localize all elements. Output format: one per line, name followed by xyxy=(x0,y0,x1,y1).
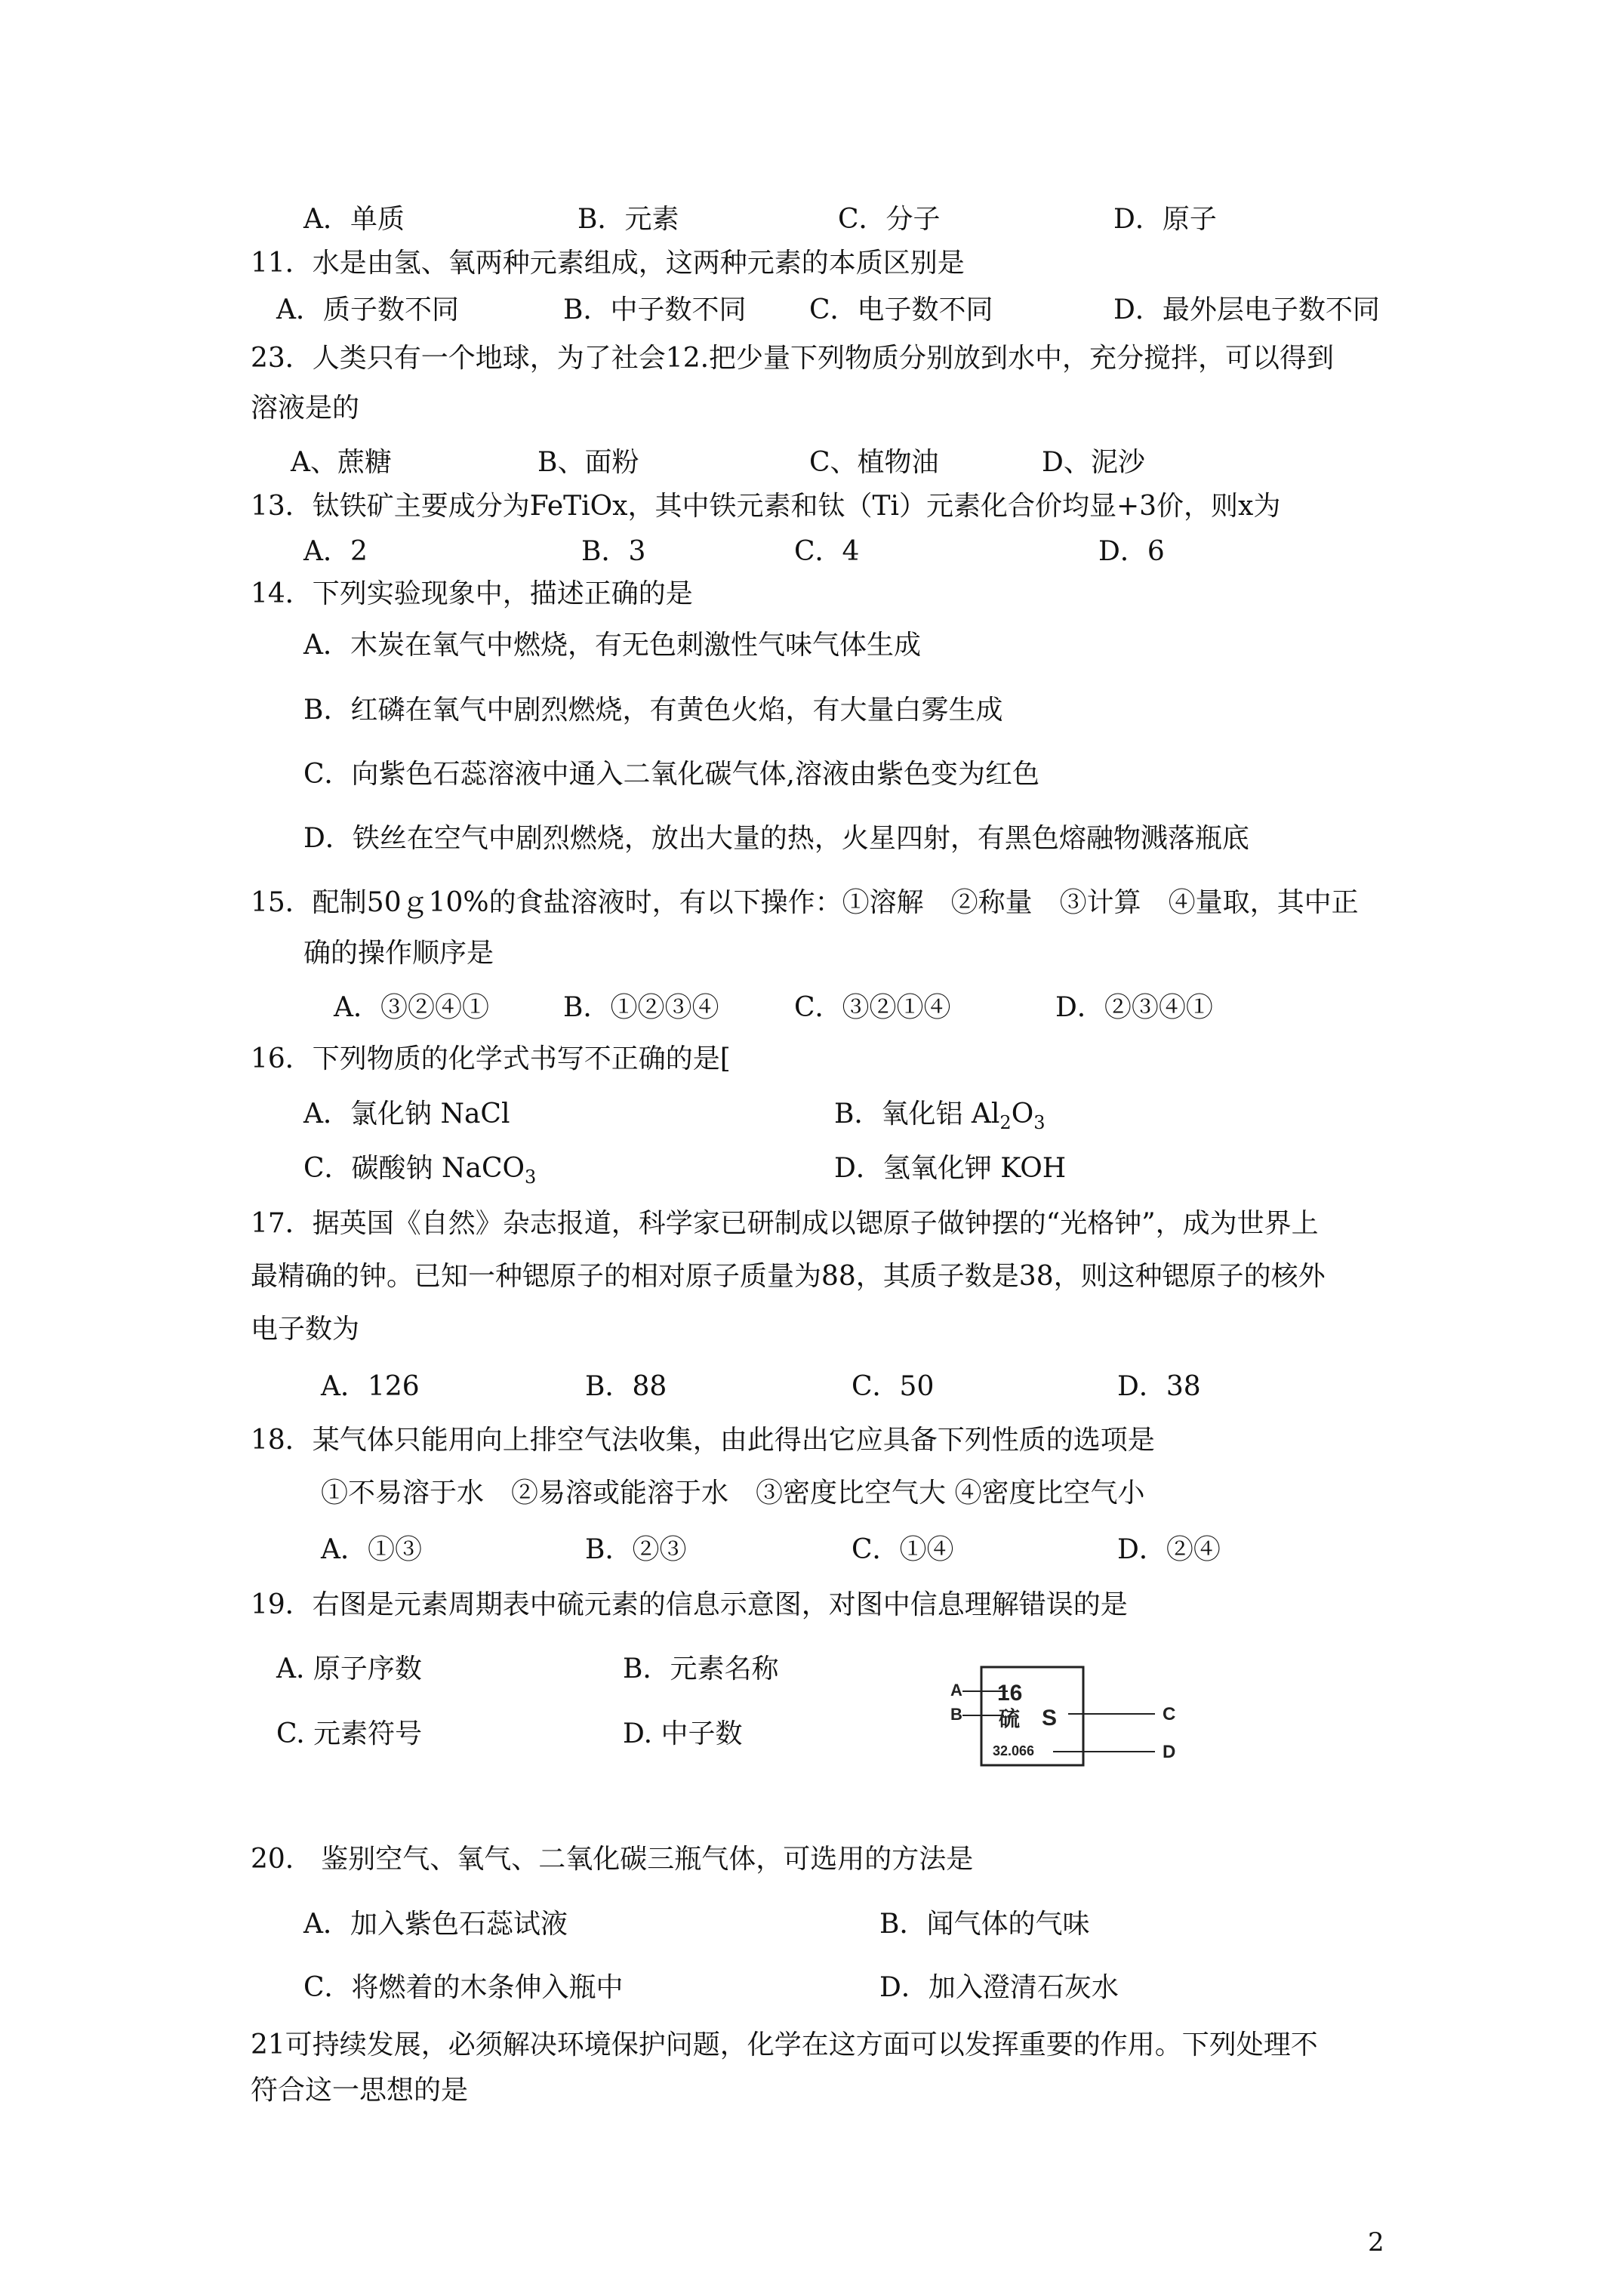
atomic-mass: 32.066 xyxy=(993,1743,1035,1758)
option-a: A．加入紫色石蕊试液 xyxy=(303,1909,568,1940)
question-stem-line-2: 确的操作顺序是 xyxy=(303,938,494,969)
option-b: B．红磷在氧气中剧烈燃烧，有黄色火焰，有大量白雾生成 xyxy=(303,695,1003,726)
question-stem-line-1: 17．据英国《自然》杂志报道，科学家已研制成以锶原子做钟摆的“光格钟”，成为世界上 xyxy=(251,1208,1319,1239)
option-d: D、泥沙 xyxy=(1042,447,1145,478)
option-d: D．最外层电子数不同 xyxy=(1113,294,1380,325)
option-d: D．加入澄清石灰水 xyxy=(879,1972,1119,2003)
option-c: C．③②①④ xyxy=(794,992,951,1023)
question-stem: 13．钛铁矿主要成分为FeTiOx，其中铁元素和钛（Ti）元素化合价均显+3价，则x为 xyxy=(251,491,1281,522)
question-stem-line-3: 电子数为 xyxy=(251,1314,360,1345)
option-b: B．元素名称 xyxy=(623,1653,779,1684)
option-d: D．铁丝在空气中剧烈燃烧，放出大量的热，火星四射，有黑色熔融物溅落瓶底 xyxy=(303,823,1249,854)
option-a: A. 原子序数 xyxy=(276,1653,422,1684)
element-name: 硫 xyxy=(999,1706,1021,1731)
atomic-number: 16 xyxy=(997,1681,1023,1706)
option-d: D．②③④① xyxy=(1055,992,1213,1023)
option-a: A．单质 xyxy=(303,204,405,235)
question-stem-line-1: 23．人类只有一个地球，为了社会12.把少量下列物质分别放到水中，充分搅拌，可以得到 xyxy=(251,343,1335,374)
option-a: A．质子数不同 xyxy=(276,294,459,325)
question-stem-line-2: 最精确的钟。已知一种锶原子的相对原子质量为88，其质子数是38，则这种锶原子的核外 xyxy=(251,1261,1326,1292)
question-stem: 18．某气体只能用向上排空气法收集，由此得出它应具备下列性质的选项是 xyxy=(251,1425,1155,1456)
option-d: D．氢氧化钾 KOH xyxy=(834,1153,1067,1184)
option-a: A．氯化钠 NaCl xyxy=(303,1099,510,1130)
label-a: A xyxy=(950,1681,962,1700)
option-b: B．氧化铝 $Al_2O_3$ xyxy=(834,1099,1046,1133)
option-b: B．元素 xyxy=(577,204,679,235)
option-a: A．木炭在氧气中燃烧，有无色刺激性气味气体生成 xyxy=(303,630,921,661)
option-d: D．38 xyxy=(1117,1371,1201,1402)
option-a: A．③②④① xyxy=(334,992,489,1023)
sulfur-element-card-figure xyxy=(932,1661,1204,1774)
question-stem-line-2: 符合这一思想的是 xyxy=(251,2075,469,2106)
question-stem: 20. 鉴别空气、氧气、二氧化碳三瓶气体，可选用的方法是 xyxy=(251,1844,974,1875)
question-stem: 19．右图是元素周期表中硫元素的信息示意图，对图中信息理解错误的是 xyxy=(251,1589,1128,1620)
option-c: C. 元素符号 xyxy=(276,1718,423,1749)
option-b: B．88 xyxy=(585,1371,667,1402)
label-b: B xyxy=(950,1705,962,1724)
question-stem: 14．下列实验现象中，描述正确的是 xyxy=(251,578,693,609)
option-b: B．3 xyxy=(581,536,646,567)
option-c: C．分子 xyxy=(838,204,941,235)
label-c: C xyxy=(1163,1704,1176,1724)
option-d: D．②④ xyxy=(1117,1534,1221,1565)
option-a: A、蔗糖 xyxy=(291,447,392,478)
option-c: C、植物油 xyxy=(809,447,939,478)
question-stem-line-2: 溶液是的 xyxy=(251,393,360,424)
option-b: B．中子数不同 xyxy=(563,294,747,325)
question-stem: 11．水是由氢、氧两种元素组成，这两种元素的本质区别是 xyxy=(251,248,965,279)
option-d: D. 中子数 xyxy=(623,1718,743,1749)
question-stem: 16．下列物质的化学式书写不正确的是[ xyxy=(251,1043,731,1074)
option-b: B、面粉 xyxy=(537,447,639,478)
page-number: 2 xyxy=(1368,2227,1384,2257)
question-stem-line-1: 21可持续发展，必须解决环境保护问题，化学在这方面可以发挥重要的作用。下列处理不 xyxy=(251,2029,1318,2060)
label-d: D xyxy=(1163,1742,1176,1762)
option-c: C．电子数不同 xyxy=(809,294,993,325)
option-b: B．①②③④ xyxy=(563,992,719,1023)
option-c: C．碳酸钠 NaCO$_3$ xyxy=(303,1153,537,1188)
option-c: C．50 xyxy=(852,1371,935,1402)
element-symbol: S xyxy=(1042,1706,1058,1730)
option-d: D．6 xyxy=(1098,536,1165,567)
question-stem-line-1: 15．配制50ｇ10%的食盐溶液时，有以下操作：①溶解 ②称量 ③计算 ④量取，其中正 xyxy=(251,887,1359,918)
option-b: B．闻气体的气味 xyxy=(879,1909,1090,1940)
option-a: A．126 xyxy=(321,1371,420,1402)
option-a: A．2 xyxy=(303,536,368,567)
option-c: C．4 xyxy=(794,536,860,567)
option-c: C．将燃着的木条伸入瓶中 xyxy=(303,1972,624,2003)
option-c: C．向紫色石蕊溶液中通入二氧化碳气体,溶液由紫色变为红色 xyxy=(303,759,1039,790)
option-b: B．②③ xyxy=(585,1534,687,1565)
option-c: C．①④ xyxy=(852,1534,954,1565)
option-d: D．原子 xyxy=(1113,204,1217,235)
property-list: ①不易溶于水 ②易溶或能溶于水 ③密度比空气大 ④密度比空气小 xyxy=(321,1478,1145,1509)
option-a: A．①③ xyxy=(321,1534,422,1565)
